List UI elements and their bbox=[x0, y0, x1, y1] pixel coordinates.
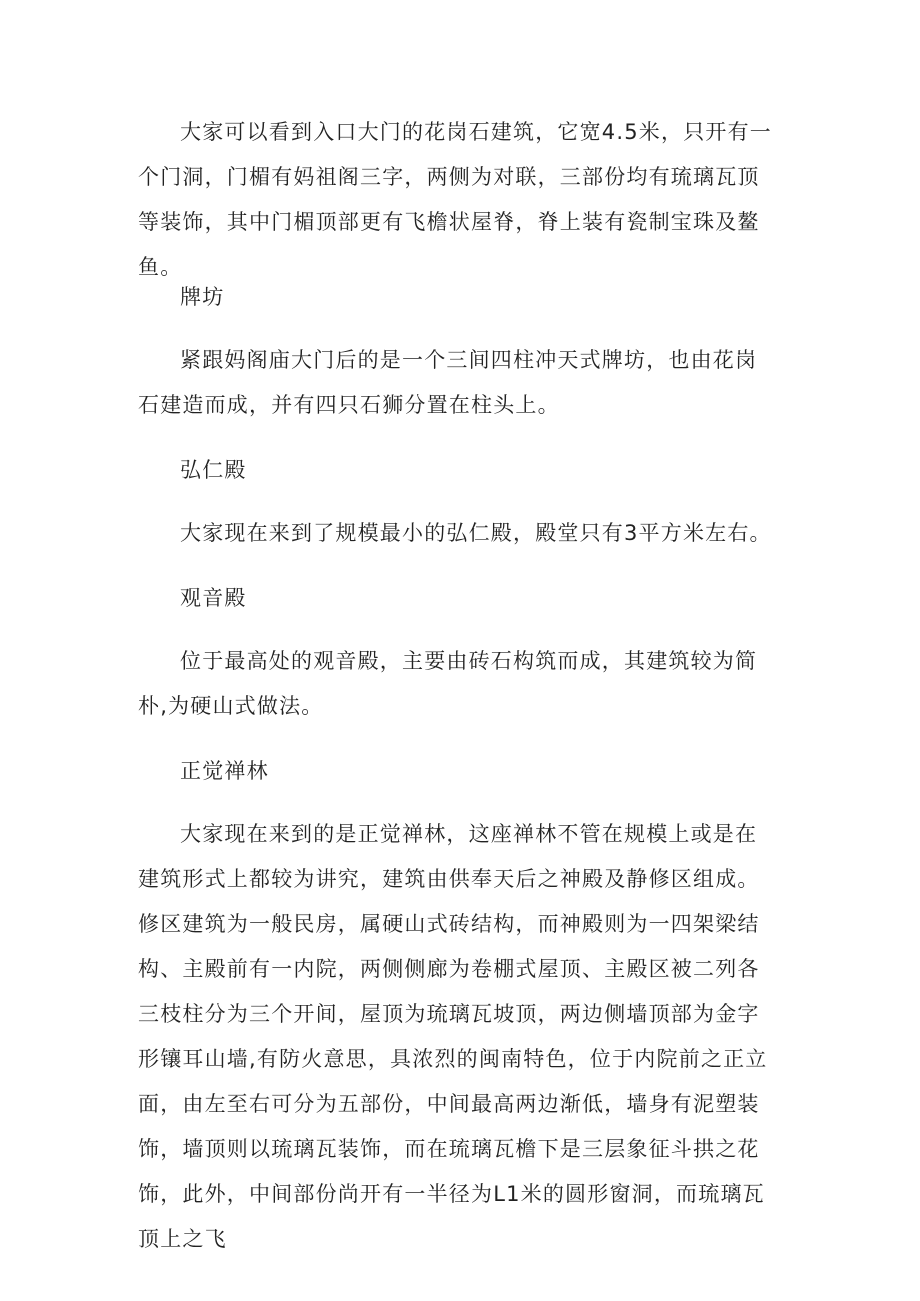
section-heading-zhengjue-chanlin: 正觉禅林 bbox=[180, 759, 269, 783]
paragraph-guanyin-hall: 位于最高处的观音殿，主要由砖石构筑而成，其建筑较为简朴,为硬山式做法。 bbox=[138, 649, 758, 718]
paragraph-zhengjue-chanlin: 大家现在来到的是正觉禅林，这座禅林不管在规模上或是在建筑形式上都较为讲究，建筑由供奉天后之神殿及静修区组成。修区建筑为一般民房，属硬山式砖结构，而神殿则为一四架梁结构、主殿前有一内院，两侧侧廊为卷棚式屋顶、主殿区被二列各三枝柱分为三个开间，屋顶为琉璃瓦坡顶，两边侧墙顶部为金字形镶耳山墙,有防火意思，具浓烈的闽南特色，位于内院前之正立面，由左至右可分为五部份，中间最高两边渐低，墙身有泥塑装饰，墙顶则以琉璃瓦装饰，而在琉璃瓦檐下是三层象征斗拱之花饰，此外，中间部份尚开有一半径为L1米的圆形窗洞，而琉璃瓦顶上之飞 bbox=[138, 822, 768, 1251]
section-heading-guanyin-hall: 观音殿 bbox=[180, 586, 247, 610]
paragraph-entrance-gate: 大家可以看到入口大门的花岗石建筑，它宽4.5米，只开有一个门洞，门楣有妈祖阁三字，两侧为对联，三部份均有琉璃瓦顶等装饰，其中门楣顶部更有飞檐状屋脊，脊上装有瓷制宝珠及鳌鱼。 bbox=[138, 120, 772, 279]
section-heading-hongren-hall: 弘仁殿 bbox=[180, 458, 247, 482]
paragraph-paifang: 紧跟妈阁庙大门后的是一个三间四柱冲天式牌坊，也由花岗石建造而成，并有四只石狮分置在柱头上。 bbox=[138, 348, 758, 417]
paragraph-hongren-hall: 大家现在来到了规模最小的弘仁殿，殿堂只有3平方米左右。 bbox=[180, 521, 772, 545]
section-heading-paifang: 牌坊 bbox=[180, 285, 225, 309]
